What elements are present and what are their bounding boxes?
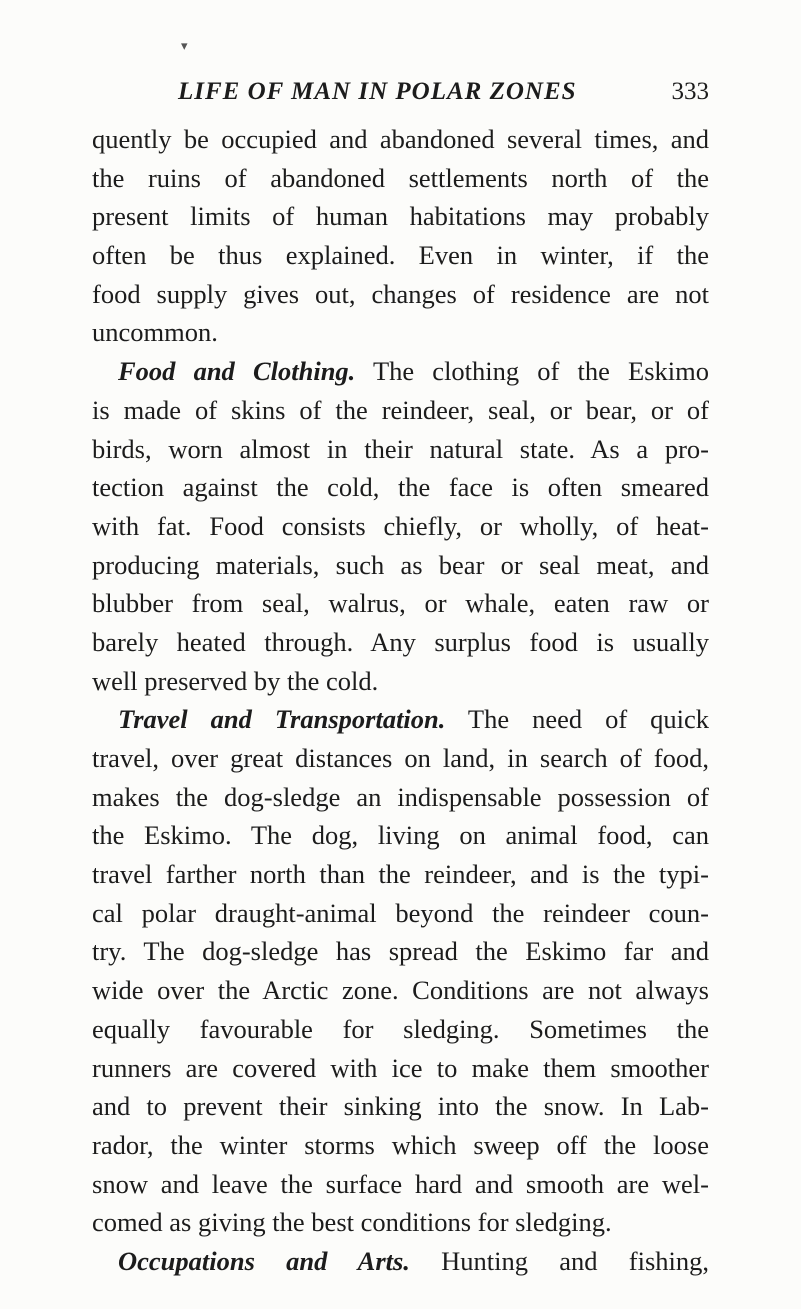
text-line: uncommon. bbox=[92, 317, 218, 348]
text-line: travel farther north than the reindeer, and is the typi- bbox=[92, 859, 709, 890]
section-line: Travel and Transportation. The need of quick bbox=[118, 704, 709, 735]
text-line: rador, the winter storms which sweep off the loose bbox=[92, 1129, 709, 1160]
text-line: often be thus explained. Even in winter, if the bbox=[92, 240, 709, 271]
text-line: present limits of human habitations may probably bbox=[92, 201, 709, 232]
text-line: birds, worn almost in their natural state. As a pro- bbox=[92, 433, 709, 464]
page-mark: ▾ bbox=[181, 38, 188, 53]
text-line: blubber from seal, walrus, or whale, eaten raw or bbox=[92, 588, 709, 619]
text-line: tection against the cold, the face is often smeared bbox=[92, 472, 709, 503]
text-line: try. The dog-sledge has spread the Eskimo far and bbox=[92, 936, 709, 967]
text-line: makes the dog-sledge an indispensable possession of bbox=[92, 781, 709, 812]
text-line: travel, over great distances on land, in search of food, bbox=[92, 743, 709, 773]
body-text bbox=[92, 120, 709, 1281]
text-line: producing materials, such as bear or seal meat, and bbox=[92, 549, 709, 580]
section-heading: Travel and Transportation. bbox=[118, 704, 446, 735]
section-line: Occupations and Arts. Hunting and fishing, bbox=[118, 1245, 709, 1276]
section-line: Food and Clothing. The clothing of the Eskimo bbox=[118, 356, 709, 387]
running-head: LIFE OF MAN IN POLAR ZONES bbox=[178, 78, 577, 105]
text-line: quently be occupied and abandoned several times, and bbox=[92, 124, 709, 154]
text-line: the Eskimo. The dog, living on animal food, can bbox=[92, 820, 709, 851]
text-line: runners are covered with ice to make them smoother bbox=[92, 1052, 709, 1083]
text-line: equally favourable for sledging. Sometimes the bbox=[92, 1013, 709, 1044]
text-line: and to prevent their sinking into the snow. In Lab- bbox=[92, 1091, 709, 1122]
page-number: 333 bbox=[671, 78, 709, 105]
text-line: barely heated through. Any surplus food is usually bbox=[92, 626, 709, 657]
section-heading: Food and Clothing. bbox=[118, 356, 356, 387]
text-line: well preserved by the cold. bbox=[92, 665, 379, 696]
text-line: the ruins of abandoned settlements north of the bbox=[92, 162, 709, 193]
text-line: wide over the Arctic zone. Conditions are not always bbox=[92, 975, 709, 1006]
section-heading: Occupations and Arts. bbox=[118, 1245, 410, 1276]
text-line: with fat. Food consists chiefly, or wholly, of heat- bbox=[92, 510, 709, 541]
page-header bbox=[178, 78, 709, 118]
text-line: cal polar draught-animal beyond the reindeer coun- bbox=[92, 897, 709, 928]
text-line: snow and leave the surface hard and smooth are wel- bbox=[92, 1168, 709, 1199]
text-line: is made of skins of the reindeer, seal, or bear, or of bbox=[92, 394, 709, 425]
text-line: comed as giving the best conditions for sledging. bbox=[92, 1207, 612, 1238]
text-line: food supply gives out, changes of residence are not bbox=[92, 278, 709, 309]
